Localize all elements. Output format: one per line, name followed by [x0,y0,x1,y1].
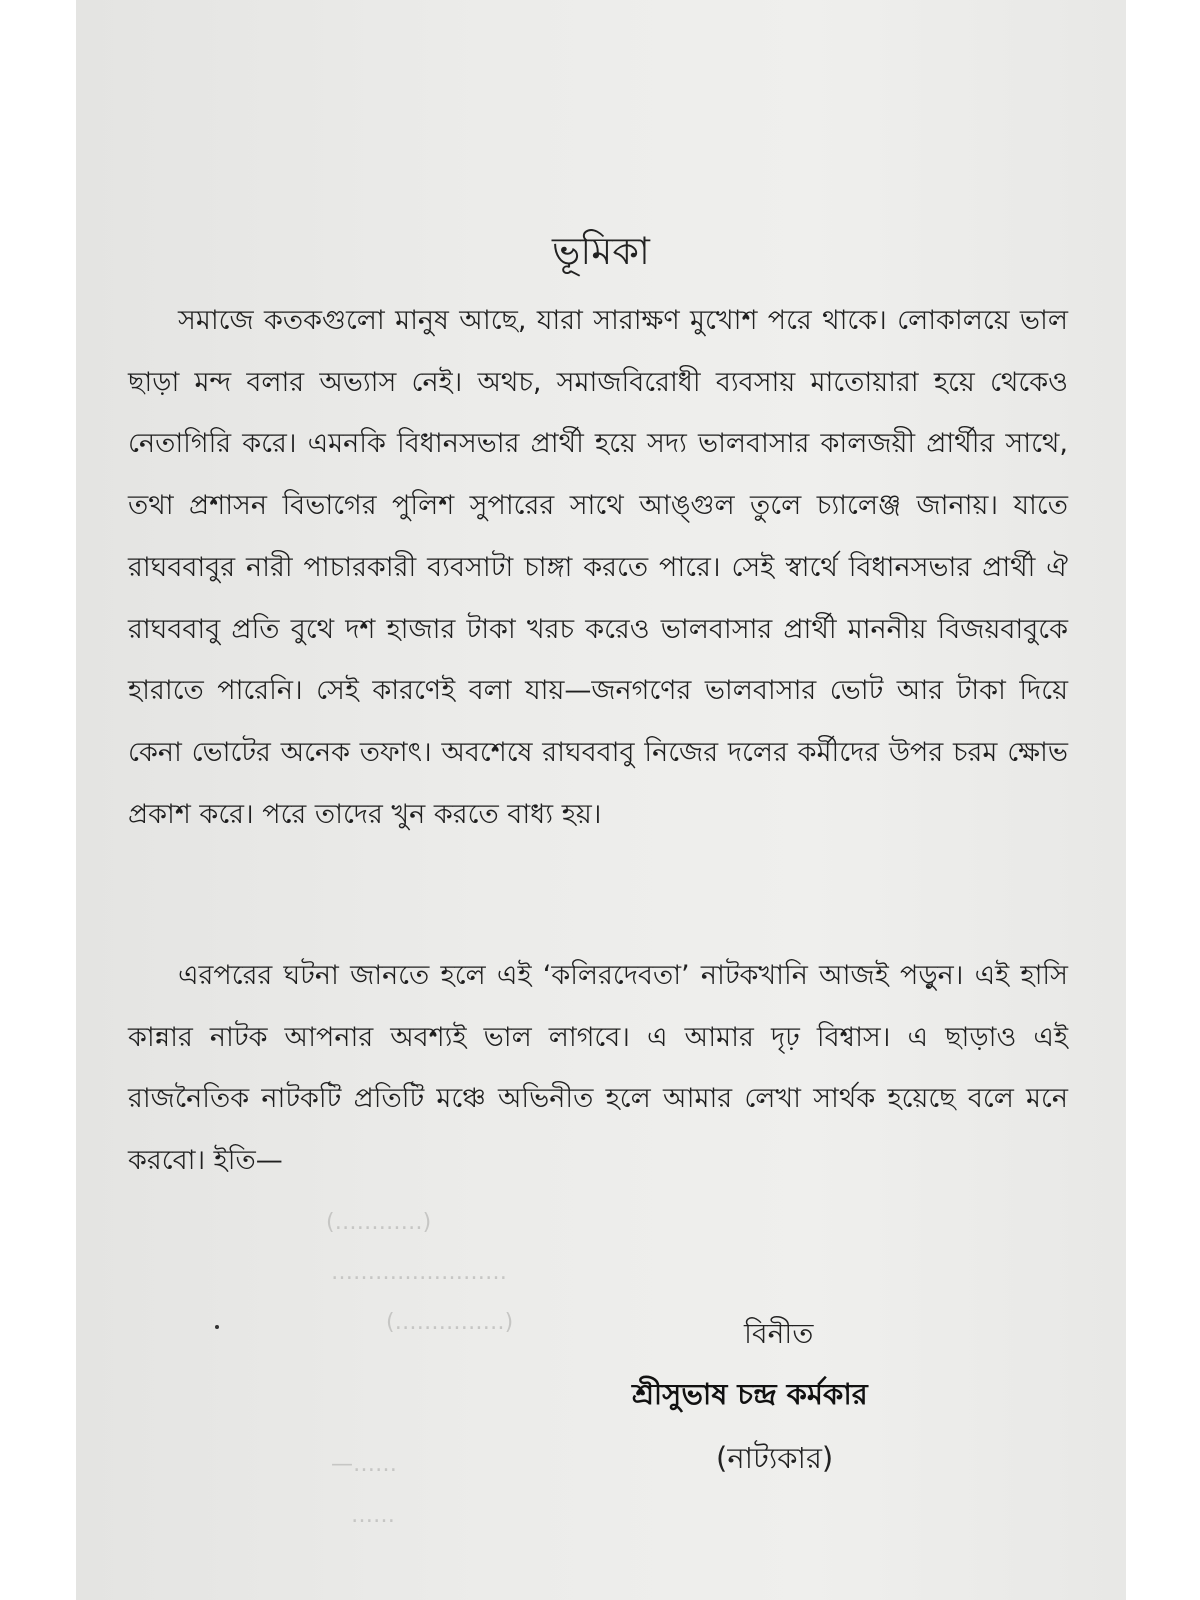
bleed-through-text: …… [351,1503,395,1528]
signature-closing: বিনীত [744,1317,814,1350]
bleed-through-text: —…… [331,1452,397,1477]
bleed-through-text: (……………) [386,1310,514,1335]
author-name: শ্রীসুভাষ চন্দ্র কর্মকার [632,1377,868,1411]
bleed-through-text: (…………) [326,1210,432,1235]
paragraph-2: এরপরের ঘটনা জানতে হলে এই ‘কলিরদেবতা’ নাটকখানি আজই পড়ুন। এই হাসি কান্নার নাটক আপনার অবশ্যই ভাল লাগবে। এ আমার দৃঢ় বিশ্বাস। এ ছাড়াও এই রাজনৈতিক নাটকটি প্রতিটি মঞ্চে অভিনীত হলে আমার লেখা সার্থক হয়েছে বলে মনে করবো। ইতি— [128,960,1068,1177]
bleed-through-text: …………………… [331,1260,507,1285]
document-page [76,0,1126,1600]
ink-dot [215,1325,219,1329]
page-title: ভূমিকা [552,229,650,273]
paragraph-1: সমাজে কতকগুলো মানুষ আছে, যারা সারাক্ষণ মুখোশ পরে থাকে। লোকালয়ে ভাল ছাড়া মন্দ বলার অভ্যাস নেই। অথচ, সমাজবিরোধী ব্যবসায় মাতোয়ারা হয়ে থেকেও নেতাগিরি করে। এমনকি বিধানসভার প্রার্থী হয়ে সদ্য ভালবাসার কালজয়ী প্রার্থীর সাথে, তথা প্রশাসন বিভাগের পুলিশ সুপারের সাথে আঙ্গুল তুলে চ্যালেঞ্জ জানায়। যাতে রাঘববাবুর নারী পাচারকারী ব্যবসাটা চাঙ্গা করতে পারে। সেই স্বার্থে বিধানসভার প্রার্থী ঐ রাঘববাবু প্রতি বুথে দশ হাজার টাকা খরচ করেও ভালবাসার প্রার্থী মাননীয় বিজয়বাবুকে হারাতে পারেনি। সেই কারণেই বলা যায়—জনগণের ভালবাসার ভোট আর টাকা দিয়ে কেনা ভোটের অনেক তফাৎ। অবশেষে রাঘববাবু নিজের দলের কর্মীদের উপর চরম ক্ষোভ প্রকাশ করে। পরে তাদের খুন করতে বাধ্য হয়। [128,305,1068,830]
author-role: (নাট্যকার) [716,1441,834,1475]
